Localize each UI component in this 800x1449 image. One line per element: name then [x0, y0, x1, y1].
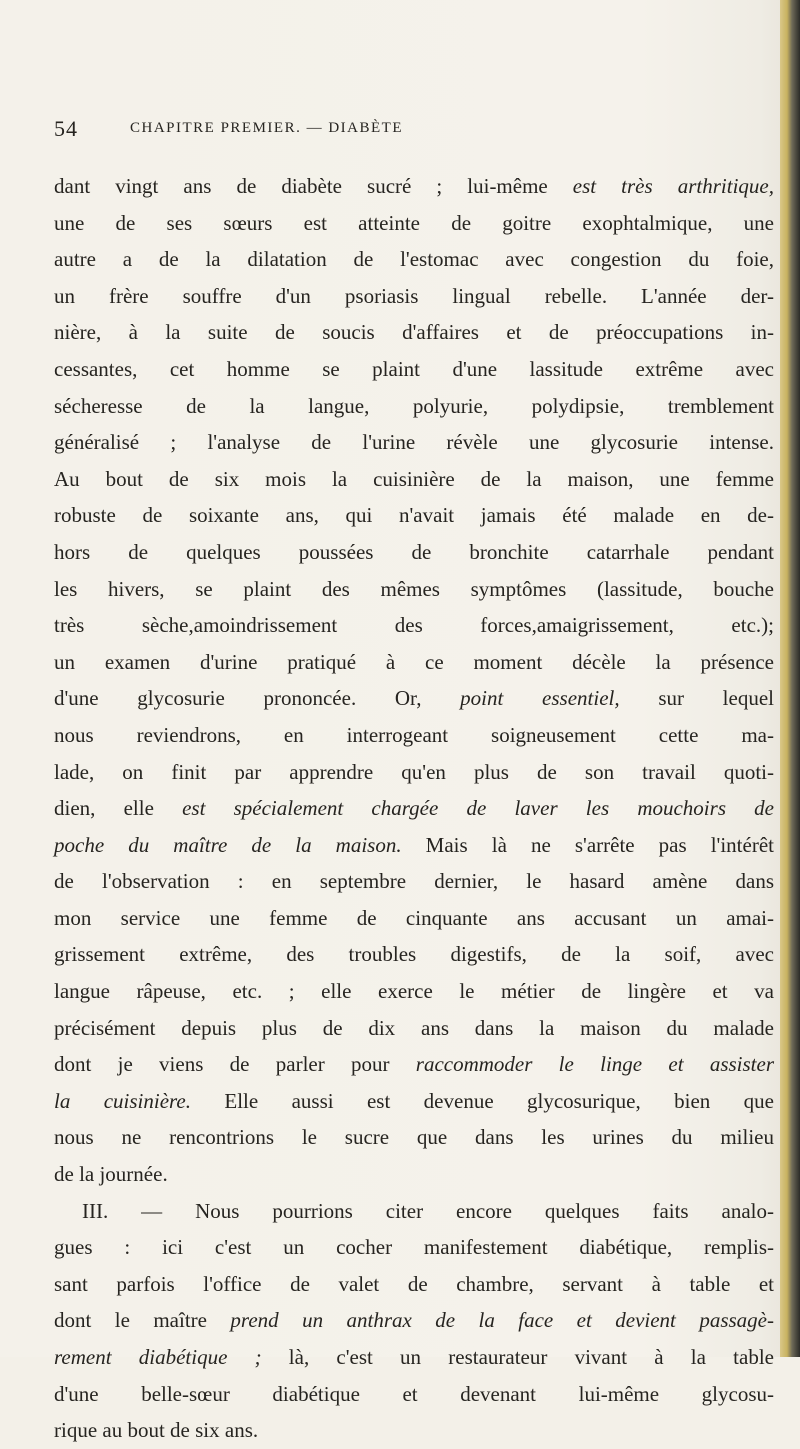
italic-segment: prend un anthrax de la face et devient passagè- — [230, 1308, 774, 1333]
text-segment: une de ses sœurs est atteinte de goitre exophtalmique, une — [54, 210, 774, 235]
text-segment: dien, elle — [54, 796, 183, 821]
text-line — [54, 461, 774, 498]
text-line — [54, 278, 774, 315]
text-line — [54, 351, 774, 388]
text-line — [54, 863, 774, 900]
text-segment: cessantes, cet homme se plaint d'une lassitude extrême avec — [54, 356, 774, 381]
text-line — [54, 1339, 774, 1376]
italic-segment: est spécialement chargée de laver les mouchoirs de — [182, 796, 774, 821]
italic-segment: poche du maître de la maison. — [54, 832, 402, 857]
text-line — [54, 717, 774, 754]
italic-segment: la cuisinière. — [54, 1088, 191, 1113]
text-line — [54, 1119, 774, 1156]
text-segment: un frère souffre d'un psoriasis lingual rebelle. L'année der- — [54, 283, 774, 308]
text-segment: nous reviendrons, en interrogeant soigneusement cette ma- — [54, 722, 774, 747]
text-line — [54, 314, 774, 351]
text-line — [54, 1412, 774, 1449]
text-segment: gues : ici c'est un cocher manifestement diabétique, remplis- — [54, 1235, 774, 1260]
text-line — [54, 1266, 774, 1303]
text-line — [54, 571, 774, 608]
text-segment: d'une belle-sœur diabétique et devenant lui-même glycosu- — [54, 1381, 774, 1406]
text-line — [54, 1193, 774, 1230]
text-line — [54, 168, 774, 205]
text-segment: un examen d'urine pratiqué à ce moment décèle la présence — [54, 649, 774, 674]
text-segment: autre a de la dilatation de l'estomac avec congestion du foie, — [54, 247, 774, 272]
text-line — [54, 497, 774, 534]
text-line — [54, 607, 774, 644]
text-segment: Au bout de six mois la cuisinière de la maison, une femme — [54, 466, 774, 491]
text-segment: rique au bout de six ans. — [54, 1418, 259, 1443]
text-line — [54, 1156, 774, 1193]
text-segment: sant parfois l'office de valet de chambre, servant à table et — [54, 1271, 774, 1296]
text-segment: langue râpeuse, etc. ; elle exerce le métier de lingère et va — [54, 979, 774, 1004]
italic-segment: rement diabétique ; — [54, 1345, 262, 1369]
text-segment: dont je viens de parler pour — [54, 1052, 416, 1077]
text-segment: les hivers, se plaint des mêmes symptômes (lassitude, bouche — [54, 576, 774, 601]
text-segment: lade, on finit par apprendre qu'en plus de son travail quoti- — [54, 759, 774, 784]
text-segment: III. — Nous pourrions citer encore quelques faits analo- — [82, 1198, 774, 1223]
page-number: 54 — [54, 116, 78, 141]
text-segment: sur lequel — [619, 686, 774, 711]
text-segment: grissement extrême, des troubles digestifs, de la soif, avec — [54, 942, 774, 967]
page-edge — [780, 0, 800, 1357]
text-segment: de l'observation : en septembre dernier, le hasard amène dans — [54, 869, 774, 894]
text-segment: robuste de soixante ans, qui n'avait jamais été malade en de- — [54, 503, 774, 528]
text-line — [54, 680, 774, 717]
text-line — [54, 1229, 774, 1266]
italic-segment: point essentiel, — [460, 686, 620, 711]
text-line — [54, 241, 774, 278]
text-line — [54, 1046, 774, 1083]
text-segment: précisément depuis plus de dix ans dans la maison du malade — [54, 1015, 774, 1040]
text-segment: sécheresse de la langue, polyurie, polydipsie, tremblement — [54, 393, 774, 418]
text-segment: Mais là ne s'arrête pas l'intérêt — [401, 832, 774, 857]
text-segment: de la journée. — [54, 1162, 168, 1187]
text-segment: mon service une femme de cinquante ans accusant un amai- — [54, 905, 774, 930]
italic-segment: raccommoder le linge et assister — [415, 1052, 774, 1077]
text-line — [54, 388, 774, 425]
text-line — [54, 827, 774, 864]
text-line — [54, 973, 774, 1010]
text-line — [54, 644, 774, 681]
text-segment: d'une glycosurie prononcée. Or, — [54, 686, 461, 711]
text-line — [54, 1376, 774, 1413]
text-line — [54, 424, 774, 461]
text-line — [54, 936, 774, 973]
text-line — [54, 1083, 774, 1120]
text-line — [54, 1302, 774, 1339]
text-segment: là, c'est un restaurateur vivant à la table — [261, 1345, 774, 1369]
text-segment: Elle aussi est devenue glycosurique, bien que — [191, 1088, 774, 1113]
text-line — [54, 790, 774, 827]
text-line — [54, 1010, 774, 1047]
page-header — [54, 116, 664, 146]
text-line — [54, 534, 774, 571]
text-line — [54, 900, 774, 937]
text-segment: nous ne rencontrions le sucre que dans les urines du milieu — [54, 1125, 774, 1150]
text-segment: très sèche,amoindrissement des forces,amaigrissement, etc.); — [54, 613, 774, 638]
text-segment: nière, à la suite de soucis d'affaires et de préoccupations in- — [54, 320, 774, 345]
running-head: CHAPITRE PREMIER. — DIABÈTE — [130, 120, 403, 136]
italic-segment: est très arthritique, — [572, 174, 774, 198]
text-line — [54, 754, 774, 791]
text-line — [54, 205, 774, 242]
text-segment: généralisé ; l'analyse de l'urine révèle une glycosurie intense. — [54, 430, 774, 455]
text-segment: hors de quelques poussées de bronchite catarrhale pendant — [54, 539, 774, 564]
body-text — [54, 168, 774, 1449]
text-segment: dont le maître — [54, 1308, 231, 1333]
text-segment: dant vingt ans de diabète sucré ; lui-même — [54, 174, 573, 198]
